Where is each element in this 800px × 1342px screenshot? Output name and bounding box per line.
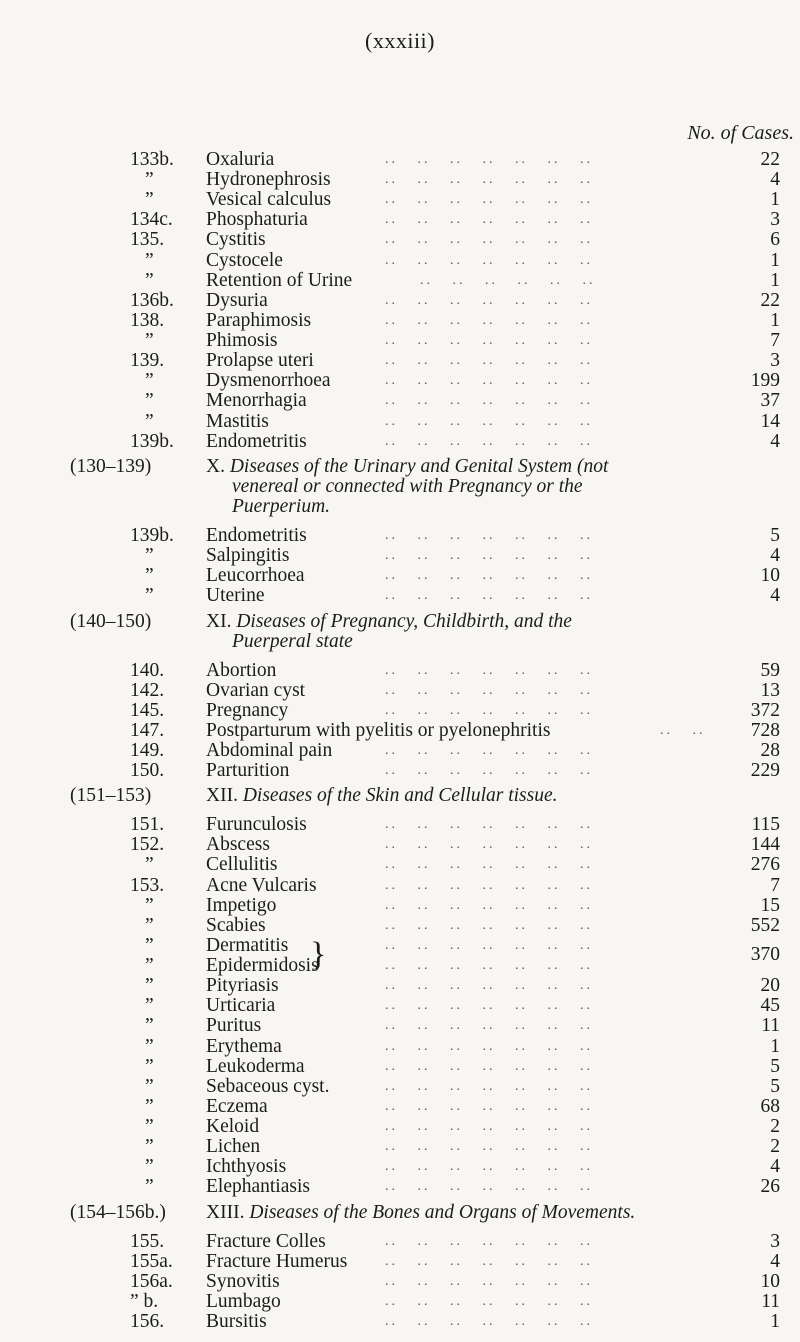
row-label: Lichen [206, 1136, 261, 1158]
row-count: 4 [770, 1156, 780, 1178]
row-label: Pityriasis [206, 975, 279, 997]
row-label: Synovitis [206, 1270, 280, 1292]
leader-dots: .. .. .. .. .. .. .. [385, 588, 593, 604]
row-count: 1 [770, 1311, 780, 1332]
row-label: Vesical calculus [206, 189, 332, 211]
row-count: 5 [770, 1075, 780, 1097]
table-row [0, 1271, 800, 1293]
row-code: ” [145, 1116, 154, 1138]
leader-dots: .. .. .. .. .. .. .. [385, 1058, 593, 1074]
row-code: ” [145, 1035, 154, 1057]
table-row [0, 700, 800, 722]
row-count: 4 [770, 585, 780, 607]
leader-dots: .. .. .. .. .. .. .. [385, 373, 593, 389]
row-count: 26 [760, 1176, 780, 1198]
section-title [206, 785, 558, 807]
leader-dots: .. .. .. .. .. .. .. [385, 937, 593, 953]
row-code: ” [145, 1095, 154, 1117]
row-label: Dysmenorrhoea [206, 370, 331, 392]
leader-dots: .. .. .. .. .. .. .. [385, 877, 593, 893]
row-count: 3 [770, 350, 780, 372]
row-code: 151. [130, 814, 165, 836]
row-code: ” [145, 854, 154, 876]
leader-dots: .. .. .. .. .. .. .. [385, 682, 593, 698]
row-count: 68 [760, 1095, 780, 1117]
table-row [0, 1156, 800, 1178]
row-code: ” [145, 565, 154, 587]
row-count: 372 [750, 699, 780, 721]
row-label: Abscess [206, 834, 270, 856]
row-code: ” [145, 934, 154, 956]
section-number: XII. [206, 785, 238, 807]
row-code: ” [145, 914, 154, 936]
row-count: 6 [770, 229, 780, 251]
row-code: ” [145, 169, 154, 191]
section-title-text: Diseases of the Urinary and Genital System (not [229, 456, 609, 478]
table-row [0, 760, 800, 782]
leader-dots: .. .. .. .. .. .. .. [385, 897, 593, 913]
row-label: Scabies [206, 914, 266, 936]
table-row [0, 270, 800, 292]
row-label: Uterine [206, 585, 265, 607]
row-count: 4 [770, 1250, 780, 1272]
leader-dots: .. .. .. .. .. .. .. [385, 292, 593, 308]
row-label: Erythema [206, 1035, 282, 1057]
leader-dots: .. .. .. .. .. .. .. [385, 917, 593, 933]
leader-dots: .. .. .. .. .. .. .. [385, 1273, 593, 1289]
row-label: Phosphaturia [206, 209, 308, 231]
row-label: Phimosis [206, 330, 278, 352]
row-label: Elephantiasis [206, 1176, 310, 1198]
row-label: Hydronephrosis [206, 169, 331, 191]
section-range: (151–153) [70, 785, 152, 807]
table-row [0, 431, 800, 453]
row-code: 139b. [130, 430, 174, 452]
row-label: Puritus [206, 1015, 262, 1037]
table-row [0, 1291, 800, 1313]
row-code: 155a. [130, 1250, 173, 1272]
row-label: Dermatitis [206, 934, 289, 956]
row-label: Cellulitis [206, 854, 278, 876]
row-label: Cystocele [206, 249, 283, 271]
leader-dots: .. .. .. .. .. .. .. [385, 1038, 593, 1054]
table-row [0, 995, 800, 1017]
leader-dots: .. .. .. .. .. .. .. [385, 433, 593, 449]
row-count: 1 [770, 269, 780, 291]
row-code: ” [145, 894, 154, 916]
row-label: Mastitis [206, 410, 269, 432]
leader-dots: .. .. .. .. .. .. .. [385, 1179, 593, 1195]
row-code: ” [145, 955, 154, 977]
leader-dots: .. .. .. .. .. .. .. [385, 1233, 593, 1249]
table-row [0, 330, 800, 352]
row-code: ” [145, 1055, 154, 1077]
row-label: Dysuria [206, 289, 268, 311]
leader-dots: .. .. .. .. .. .. .. [385, 568, 593, 584]
row-label: Eczema [206, 1095, 268, 1117]
row-count: 22 [760, 149, 780, 170]
table-row [0, 1136, 800, 1158]
leader-dots: .. .. .. .. .. .. .. [385, 857, 593, 873]
table-row [0, 740, 800, 762]
leader-dots: .. .. .. .. .. .. .. [385, 1293, 593, 1309]
row-code: 152. [130, 834, 165, 856]
table-row [0, 875, 800, 897]
row-count: 10 [760, 1270, 780, 1292]
leader-dots: .. .. .. .. .. .. .. [385, 1253, 593, 1269]
row-count: 199 [750, 370, 780, 392]
section-range: (154–156b.) [70, 1201, 166, 1223]
table-row [0, 1076, 800, 1098]
row-code: 142. [130, 679, 165, 701]
table-row [0, 955, 800, 977]
table-row [0, 720, 800, 742]
table-row [0, 370, 800, 392]
row-label: Abdominal pain [206, 740, 333, 762]
section-number: X. [206, 456, 225, 478]
row-count: 28 [760, 740, 780, 762]
grouping-brace: } [310, 936, 327, 974]
leader-dots: .. .. .. .. .. .. .. [385, 312, 593, 328]
row-code: 140. [130, 659, 165, 681]
row-count: 229 [750, 760, 780, 782]
leader-dots: .. .. .. .. .. .. .. [385, 1078, 593, 1094]
row-code: ” [145, 585, 154, 607]
row-code: 138. [130, 309, 165, 331]
row-count: 45 [760, 995, 780, 1017]
leader-dots: .. .. .. .. .. .. .. [385, 353, 593, 369]
row-label: Impetigo [206, 894, 277, 916]
leader-dots: .. .. .. .. .. .. .. [385, 413, 593, 429]
section-number: XI. [206, 610, 232, 632]
row-count: 7 [770, 330, 780, 352]
row-label: Retention of Urine [206, 269, 353, 291]
table-row [0, 229, 800, 251]
row-code: ” [145, 410, 154, 432]
leader-dots: .. .. .. .. .. .. .. [385, 1098, 593, 1114]
row-code: 155. [130, 1230, 165, 1252]
row-code: ” [145, 370, 154, 392]
section-title-continuation: venereal or connected with Pregnancy or the [232, 475, 583, 497]
leader-dots: .. .. .. .. .. .. .. [385, 333, 593, 349]
section-title-text: Diseases of Pregnancy, Childbirth, and the [236, 610, 572, 632]
row-count: 2 [770, 1136, 780, 1158]
section-number: XIII. [206, 1201, 245, 1223]
row-code: ” [145, 1015, 154, 1037]
row-label: Bursitis [206, 1311, 267, 1332]
table-row [0, 1036, 800, 1058]
row-label: Leukoderma [206, 1055, 305, 1077]
leader-dots: .. .. .. .. .. .. .. [385, 837, 593, 853]
row-code: ” [145, 330, 154, 352]
row-count: 7 [770, 874, 780, 896]
row-label: Menorrhagia [206, 390, 307, 412]
leader-dots: .. .. .. .. .. .. .. [385, 528, 593, 544]
row-label: Oxaluria [206, 149, 275, 170]
row-code: 139. [130, 350, 165, 372]
row-count: 10 [760, 565, 780, 587]
row-count: 11 [761, 1290, 780, 1312]
leader-dots: .. .. .. .. .. .. [420, 272, 596, 288]
table-row [0, 350, 800, 372]
leader-dots: .. .. .. .. .. .. .. [385, 1314, 593, 1329]
row-count: 59 [760, 659, 780, 681]
row-count: 552 [750, 914, 780, 936]
row-count: 1 [770, 249, 780, 271]
row-code: ” [145, 995, 154, 1017]
row-count: 3 [770, 1230, 780, 1252]
table-row [0, 1056, 800, 1078]
row-label: Pregnancy [206, 699, 289, 721]
section-title-text: Diseases of the Skin and Cellular tissue. [242, 785, 558, 807]
leader-dots: .. .. .. .. .. .. .. [385, 212, 593, 228]
leader-dots: .. .. .. .. .. .. .. [385, 817, 593, 833]
row-count: 276 [750, 854, 780, 876]
row-label: Sebaceous cyst. [206, 1075, 330, 1097]
row-count: 22 [760, 289, 780, 311]
row-count: 13 [760, 679, 780, 701]
row-label: Acne Vulcaris [206, 874, 317, 896]
row-count: 4 [770, 169, 780, 191]
table-row [0, 975, 800, 997]
row-count: 144 [750, 834, 780, 856]
row-code: ” [145, 975, 154, 997]
leader-dots: .. .. .. .. .. .. .. [385, 702, 593, 718]
leader-dots: .. .. .. .. .. .. .. [385, 548, 593, 564]
row-label: Salpingitis [206, 545, 290, 567]
row-code: ” [145, 189, 154, 211]
leader-dots: .. .. .. .. .. .. .. [385, 978, 593, 994]
cases-column-header: No. of Cases. [687, 122, 794, 144]
row-code: 135. [130, 229, 165, 251]
row-count: 37 [760, 390, 780, 412]
row-count: 2 [770, 1116, 780, 1138]
table-row [0, 149, 800, 171]
row-count: 14 [760, 410, 780, 432]
table-row [0, 189, 800, 211]
leader-dots: .. .. .. .. .. .. .. [385, 743, 593, 759]
row-label: Fracture Humerus [206, 1250, 348, 1272]
leader-dots: .. .. .. .. .. .. .. [385, 232, 593, 248]
row-code: ” [145, 1075, 154, 1097]
leader-dots: .. .. .. .. .. .. .. [385, 252, 593, 268]
section-range: (140–150) [70, 610, 152, 632]
row-code: 139b. [130, 525, 174, 547]
table-row [0, 310, 800, 332]
page-number: (xxxiii) [365, 28, 435, 53]
row-label: Ichthyosis [206, 1156, 287, 1178]
row-count: 15 [760, 894, 780, 916]
row-label: Urticaria [206, 995, 276, 1017]
table-row [0, 585, 800, 607]
table-row [0, 525, 800, 547]
row-count: 1 [770, 189, 780, 211]
table-row [0, 854, 800, 876]
table-row [0, 545, 800, 567]
table-row [0, 1176, 800, 1198]
row-code: ” [145, 1136, 154, 1158]
leader-dots: .. .. .. .. .. .. .. [385, 393, 593, 409]
row-code: ” [145, 249, 154, 271]
table-row [0, 1251, 800, 1273]
table-row [0, 1096, 800, 1118]
row-code: ” [145, 545, 154, 567]
row-code: ” [145, 269, 154, 291]
table-row [0, 814, 800, 836]
section-title [206, 1202, 635, 1224]
table-row [0, 1311, 800, 1333]
row-count: 20 [760, 975, 780, 997]
row-count: 3 [770, 209, 780, 231]
row-label: Endometritis [206, 430, 307, 452]
row-code: 133b. [130, 149, 174, 170]
row-count: 11 [761, 1015, 780, 1037]
row-code: 136b. [130, 289, 174, 311]
leader-dots: .. .. .. .. .. .. .. [385, 152, 593, 167]
row-code: 145. [130, 699, 165, 721]
leader-dots: .. .. .. .. .. .. .. [385, 172, 593, 188]
row-code: 150. [130, 760, 165, 782]
table-row [0, 1231, 800, 1253]
row-code: ” [145, 1176, 154, 1198]
row-label: Ovarian cyst [206, 679, 306, 701]
row-label: Postparturum with pyelitis or pyelonephritis [206, 719, 551, 741]
row-code: 153. [130, 874, 165, 896]
section-title-text: Diseases of the Bones and Organs of Movements. [249, 1201, 636, 1223]
row-label: Paraphimosis [206, 309, 312, 331]
table-row [0, 290, 800, 312]
section-title [206, 611, 572, 633]
row-count: 4 [770, 430, 780, 452]
leader-dots: .. .. .. .. .. .. .. [385, 192, 593, 208]
table-row [0, 209, 800, 231]
row-count: 4 [770, 545, 780, 567]
table-row [0, 1015, 800, 1037]
leader-dots: .. .. .. .. .. .. .. [385, 763, 593, 779]
row-code: 134c. [130, 209, 173, 231]
row-label: Epidermidosis [206, 955, 319, 977]
leader-dots: .. .. .. .. .. .. .. [385, 1119, 593, 1135]
table-row [0, 390, 800, 412]
row-code: ” b. [130, 1290, 159, 1312]
row-count: 1 [770, 309, 780, 331]
row-count: 728 [750, 719, 780, 741]
row-code: 147. [130, 719, 165, 741]
table-row [0, 411, 800, 433]
table-row [0, 915, 800, 937]
row-label: Abortion [206, 659, 277, 681]
section-range: (130–139) [70, 456, 152, 478]
row-label: Cystitis [206, 229, 266, 251]
row-count: 5 [770, 525, 780, 547]
row-label: Prolapse uteri [206, 350, 314, 372]
row-label: Endometritis [206, 525, 307, 547]
leader-dots: .. .. .. .. .. .. .. [385, 998, 593, 1014]
table-row [0, 565, 800, 587]
row-label: Parturition [206, 760, 290, 782]
row-label: Leucorrhoea [206, 565, 305, 587]
table-row [0, 1116, 800, 1138]
table-row [0, 895, 800, 917]
row-code: 156a. [130, 1270, 173, 1292]
row-code: ” [145, 1156, 154, 1178]
row-count: 5 [770, 1055, 780, 1077]
row-label: Fracture Colles [206, 1230, 326, 1252]
leader-dots: .. .. .. .. .. .. .. [385, 1018, 593, 1034]
table-row [0, 660, 800, 682]
leader-dots: .. .. .. .. .. .. .. [385, 662, 593, 678]
row-label: Keloid [206, 1116, 260, 1138]
section-title [206, 456, 608, 478]
row-code: 156. [130, 1311, 165, 1332]
table-row [0, 834, 800, 856]
section-title-continuation: Puerperal state [232, 630, 353, 652]
leader-dots: .. .. .. .. .. .. .. [385, 1139, 593, 1155]
row-code: ” [145, 390, 154, 412]
leader-dots: .. .. .. .. .. .. .. [385, 1159, 593, 1175]
table-row [0, 250, 800, 272]
section-title-continuation: Puerperium. [232, 495, 331, 517]
row-code: 149. [130, 740, 165, 762]
table-row [0, 169, 800, 191]
row-label: Furunculosis [206, 814, 307, 836]
row-count: 115 [751, 814, 780, 836]
leader-dots: .. .. .. .. .. .. .. [385, 958, 593, 974]
table-row [0, 680, 800, 702]
row-count: 1 [770, 1035, 780, 1057]
row-label: Lumbago [206, 1290, 281, 1312]
leader-dots: .. .. [660, 722, 706, 738]
group-count: 370 [750, 944, 780, 966]
